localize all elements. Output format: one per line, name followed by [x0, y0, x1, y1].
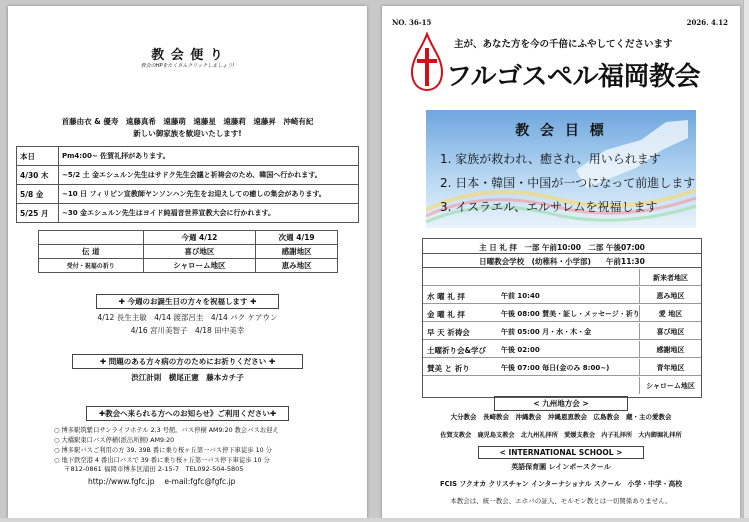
church-name: フルゴスペル福岡教会	[446, 62, 700, 92]
prayer-line: 渋江計則 横尾正憲 藤本カチ子	[131, 373, 244, 382]
duty-header-cell: 今週 4/12	[143, 231, 256, 245]
birthday-line-1: 4/12 長生主敏 4/14 渡部呂圭 4/14 パク ケアウン	[97, 313, 278, 322]
duty-cell: シャローム地区	[143, 259, 256, 273]
cross-flame-logo	[410, 32, 444, 92]
goal-item: 2. 日本・韓国・中国が一つになって前進します	[440, 176, 696, 190]
service-row	[423, 359, 701, 376]
school-service: 日曜教会学校 (幼稚科・小学部) 午前11:30	[479, 257, 645, 266]
service-name: 土曜祈り会&学び	[427, 346, 487, 355]
web-contact: http://www.fgfc.jp e-mail:fgfc@fgfc.jp	[88, 477, 236, 486]
schedule-row	[17, 204, 359, 223]
schedule-row	[17, 147, 359, 166]
service-row	[423, 269, 701, 286]
service-area: 恵み地区	[639, 287, 701, 304]
goals-banner	[426, 110, 696, 228]
duty-row	[39, 259, 338, 273]
goal-item: 1. 家族が救われ、癒され、用いられます	[440, 152, 661, 166]
service-area: 愛 地区	[639, 305, 701, 322]
welcome-text: 新しい御家族を歓迎いたします!	[133, 129, 242, 138]
service-name: 水 曜 礼 拝	[427, 292, 465, 301]
address: 〒812-0861 福岡市博多区浦田 2-15-7 TEL092-504-5805	[64, 465, 244, 473]
intl-line-1: 英語保育園 レインボースクール	[511, 463, 611, 471]
duty-cell: 受付・祝福の祈り	[39, 259, 144, 273]
info-line: ○ 地下鉄空港 4 番出口バスで 39 番に乗り桜ヶ丘第一バス停下車徒歩 10 分	[54, 457, 270, 464]
duty-table	[38, 230, 338, 273]
birthday-header: ✚ 今週のお誕生日の方々を祝福します ✚	[96, 294, 279, 309]
service-time: 午前 10:40	[501, 292, 540, 300]
service-time: 午前 05:00 月・水・木・金	[501, 328, 592, 336]
issue-date: 2026. 4.12	[686, 18, 728, 27]
service-area: シャローム地区	[639, 377, 701, 394]
names-line: 首藤由衣 & 優寿 遠藤真希 遠藤萌 遠藤星 遠藤莉 遠藤昇 沖崎有紀	[61, 117, 314, 126]
goal-item: 3. イスラエル、エルサレムを祝福します	[440, 200, 658, 214]
service-name: 金 曜 礼 拝	[427, 310, 465, 319]
intl-line-2: FCIS フクオカ クリスチャン インターナショナル スクール 小学・中学・高校	[439, 480, 683, 488]
schedule-text: ~5/2 土 金エシュルン先生はサドク先生会議と祈祷会のため、韓国へ行かれます。	[59, 166, 359, 185]
schedule-date: 5/8 金	[17, 185, 59, 204]
main-service: 主 日 礼 拝 一部 午前10:00 二部 午後07:00	[479, 243, 645, 252]
bulletin-title: 教 会 便 り	[151, 48, 224, 63]
service-time: 午後 08:00 賛美・証し・メッセージ・祈り	[501, 310, 640, 318]
duty-cell: 恵み地区	[256, 259, 338, 273]
issue-number: NO. 36-15	[392, 18, 432, 27]
service-row	[423, 377, 701, 394]
service-row	[423, 305, 701, 322]
kyushu-line-1: 大分教会 長崎教会 沖縄教会 沖縄恩恵教会 広島教会 蔵・主の愛教会	[450, 413, 672, 421]
duty-row	[39, 245, 338, 259]
service-area: 青年地区	[639, 359, 701, 376]
service-area: 喜び地区	[639, 323, 701, 340]
service-area: 感謝地区	[639, 341, 701, 358]
service-name: 賛美 と 祈り	[427, 364, 470, 373]
horizontal-scrollbar[interactable]	[0, 518, 749, 522]
service-time: 午後 07:00 毎日(金のみ 8:00~)	[501, 364, 610, 372]
service-time: 午後 02:00	[501, 346, 540, 354]
schedule-text: ~30 金エシュルン先生はヨイド純福音世界宣教大会に行かれます。	[59, 204, 359, 223]
duty-cell: 喜び地区	[143, 245, 256, 259]
info-header: ✚教会へ来られる方へのお知らせ》ご利用ください✚	[86, 406, 289, 421]
duty-cell: 伝 道	[39, 245, 144, 259]
schedule-text: ~10 日 フィリピン宣教師ヤンソンハン先生をお迎えしての癒しの集会があります。	[59, 185, 359, 204]
duty-cell: 感謝地区	[256, 245, 338, 259]
left-page	[8, 6, 367, 518]
kyushu-line-2: 佐賀支教会 鹿児島支教会 北九州礼拝所 愛媛支教会 内子礼拝所 大内御堀礼拝所	[440, 432, 682, 439]
bulletin-subtitle: 教会のHPをたくさんクリックしましょう!	[140, 63, 235, 69]
prayer-header: ✚ 問題のある方々病の方のためにお祈りください ✚	[72, 354, 303, 369]
info-line: ○ 博多駅筑紫口サンライフホテル 2,3 号館。バス停横 AM9:20 教会バスお迎え	[54, 427, 279, 434]
schedule-date: 4/30 木	[17, 166, 59, 185]
schedule-date: 5/25 月	[17, 204, 59, 223]
duty-header-row	[39, 231, 338, 245]
schedule-text: Pm4:00~ 佐賀礼拝があります。	[59, 147, 359, 166]
services-box	[422, 238, 702, 398]
vertical-scrollbar[interactable]	[743, 0, 749, 522]
info-line: ○ 博多駅バスご利用の方 39, 39B 番に乗り桜ヶ丘第一バス停下車徒歩 10 分	[54, 447, 272, 454]
schedule-row	[17, 166, 359, 185]
kyushu-header: < 九州地方会 >	[494, 396, 628, 411]
schedule-date: 本日	[17, 147, 59, 166]
disclaimer: 本教会は、統一教会、エホバの証人、モルモン教とは一切関係ありません。	[450, 497, 672, 505]
tagline: 主が、あなた方を今の千倍にふやしてくださいます	[454, 39, 673, 50]
service-row	[423, 323, 701, 340]
duty-header-cell	[39, 231, 144, 245]
duty-header-cell: 次週 4/19	[256, 231, 338, 245]
goals-title: 教 会 目 標	[515, 123, 607, 139]
info-line: ○ 大橋駅東口バス停横(派出所側) AM9:20	[54, 437, 175, 444]
service-row	[423, 341, 701, 358]
right-page	[382, 6, 740, 518]
schedule-table	[16, 146, 359, 223]
intl-school-header: < INTERNATIONAL SCHOOL >	[478, 446, 644, 459]
service-row	[423, 287, 701, 304]
schedule-row	[17, 185, 359, 204]
service-area: 新来者地区	[639, 269, 701, 286]
service-name: 早 天 祈祷会	[427, 328, 470, 337]
birthday-line-2: 4/16 宮川美智子 4/18 田中美幸	[130, 326, 245, 335]
